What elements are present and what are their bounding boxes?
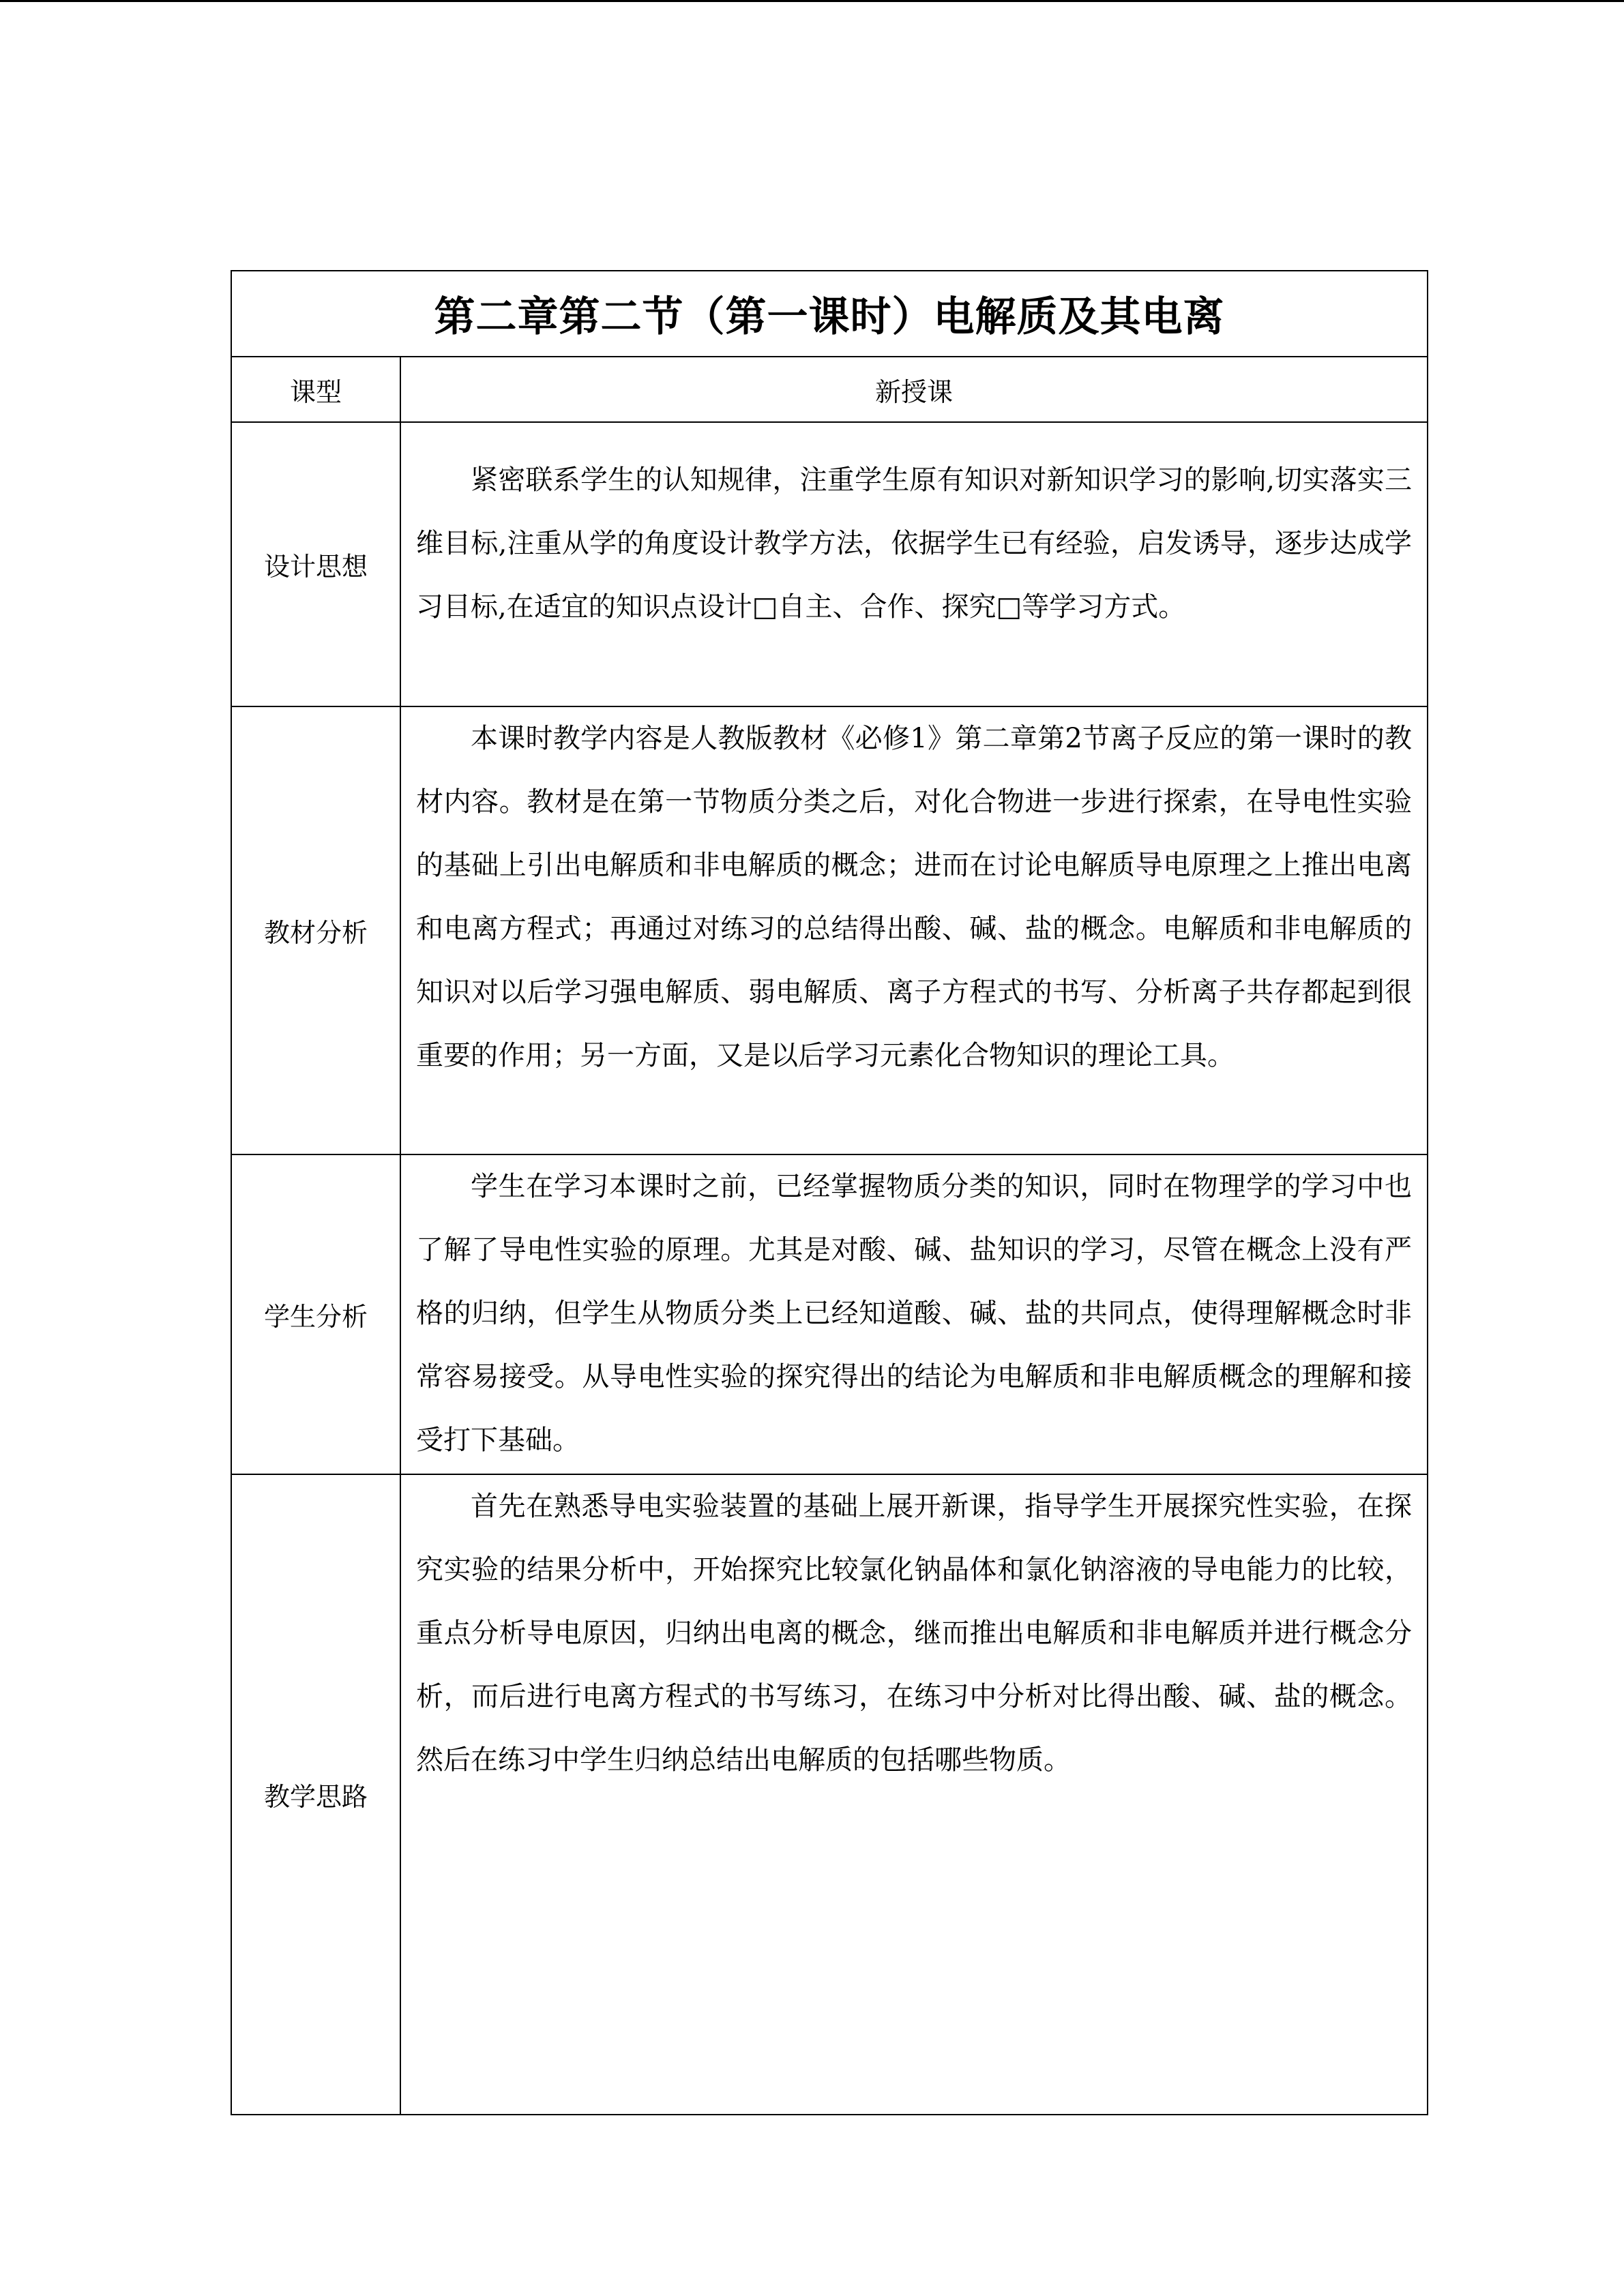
title-row	[231, 271, 1428, 357]
textbook-analysis-label: 教材分析	[231, 706, 400, 1154]
teaching-approach-cell	[400, 1474, 1428, 2115]
design-idea-label: 设计思想	[231, 422, 400, 706]
lesson-plan-table	[231, 270, 1428, 2115]
textbook-analysis-row	[231, 706, 1428, 1154]
student-analysis-cell	[400, 1154, 1428, 1474]
textbook-analysis-cell	[400, 706, 1428, 1154]
student-analysis-text: 学生在学习本课时之前，已经掌握物质分类的知识，同时在物理学的学习中也了解了导电性实验的原理。尤其是对酸、碱、盐知识的学习，尽管在概念上没有严格的归纳，但学生从物质分类上已经知道酸、碱、盐的共同点，使得理解概念时非常容易接受。从导电性实验的探究得出的结论为电解质和非电解质概念的理解和接受打下基础。	[416, 1171, 1412, 1456]
student-analysis-row	[231, 1154, 1428, 1474]
lesson-type-label: 课型	[231, 357, 400, 422]
page-top-border	[0, 0, 1624, 2]
student-analysis-label: 学生分析	[231, 1154, 400, 1474]
textbook-analysis-text: 本课时教学内容是人教版教材《必修1》第二章第2节离子反应的第一课时的教材内容。教材是在第一节物质分类之后，对化合物进一步进行探索，在导电性实验的基础上引出电解质和非电解质的概念；进而在讨论电解质导电原理之上推出电离和电离方程式；再通过对练习的总结得出酸、碱、盐的概念。电解质和非电解质的知识对以后学习强电解质、弱电解质、离子方程式的书写、分析离子共存都起到很重要的作用；另一方面，又是以后学习元素化合物知识的理论工具。	[416, 723, 1412, 1071]
design-idea-cell	[400, 422, 1428, 706]
document-title: 第二章第二节（第一课时）电解质及其电离	[231, 271, 1428, 357]
design-idea-text: 紧密联系学生的认知规律，注重学生原有知识对新知识学习的影响,切实落实三维目标,注重从学的角度设计教学方法，依据学生已有经验，启发诱导，逐步达成学习目标,在适宜的知识点设计□自主、合作、探究□等学习方式。	[416, 464, 1412, 623]
design-idea-row	[231, 422, 1428, 706]
teaching-approach-text: 首先在熟悉导电实验装置的基础上展开新课，指导学生开展探究性实验，在探究实验的结果分析中，开始探究比较氯化钠晶体和氯化钠溶液的导电能力的比较，重点分析导电原因，归纳出电离的概念，继而推出电解质和非电解质并进行概念分析，而后进行电离方程式的书写练习，在练习中分析对比得出酸、碱、盐的概念。然后在练习中学生归纳总结出电解质的包括哪些物质。	[416, 1491, 1412, 1776]
teaching-approach-label: 教学思路	[231, 1474, 400, 2115]
teaching-approach-row	[231, 1474, 1428, 2115]
lesson-type-row	[231, 357, 1428, 422]
lesson-type-value: 新授课	[400, 357, 1428, 422]
